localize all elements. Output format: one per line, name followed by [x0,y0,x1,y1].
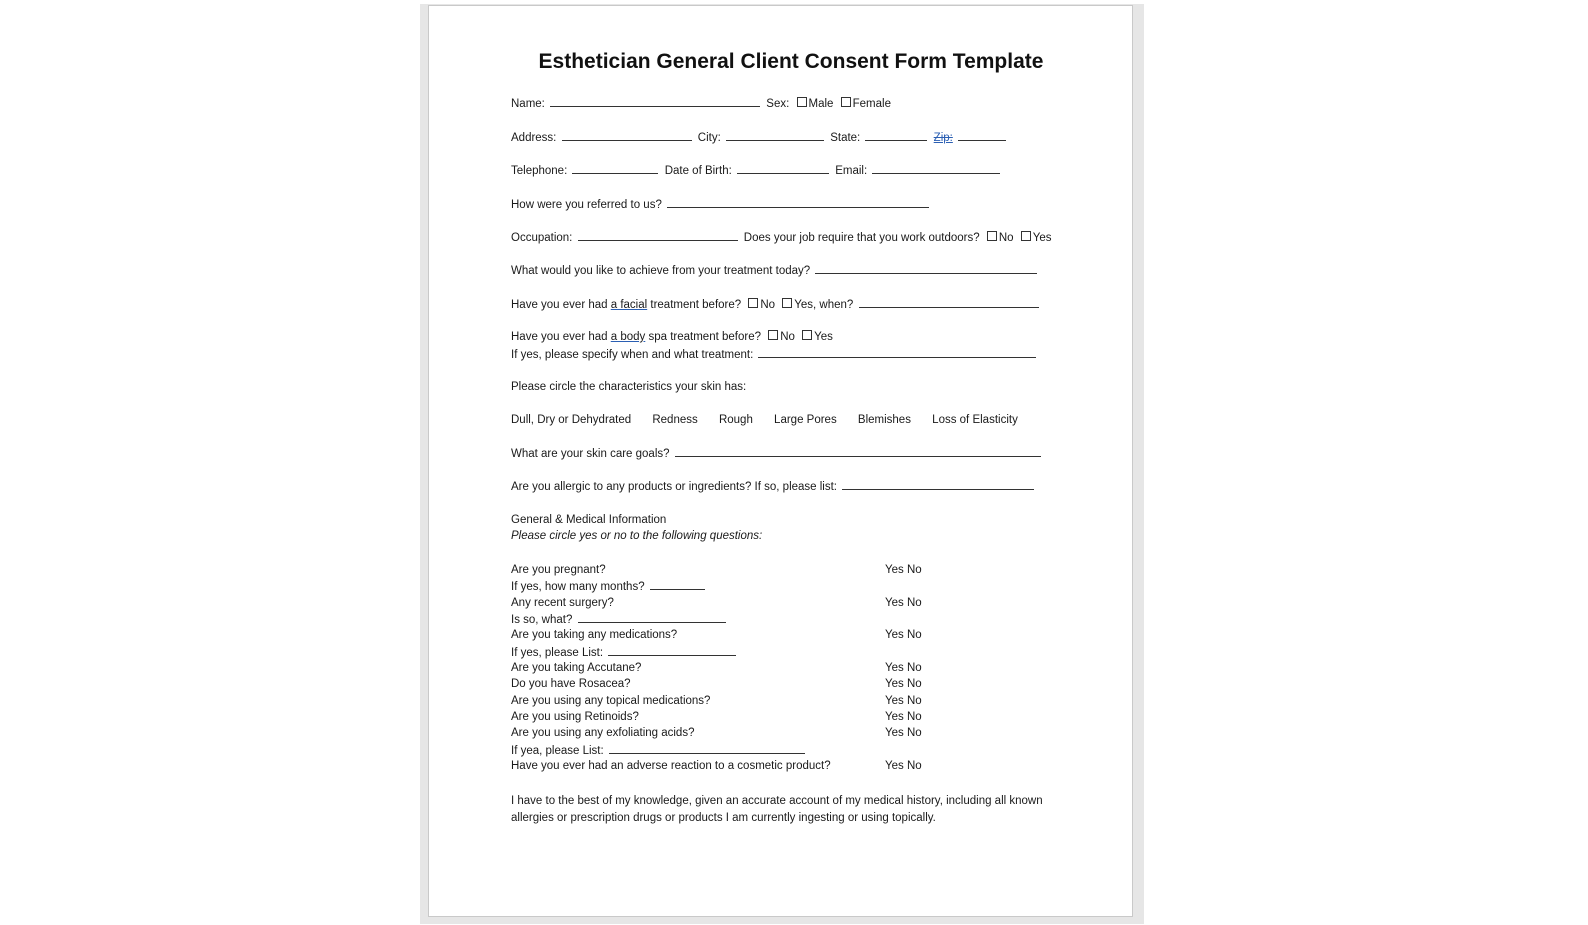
dob-field[interactable] [737,162,829,174]
male-checkbox[interactable] [797,97,807,107]
statement-line: I have to the best of my knowledge, given an accurate account of my medical history, including all known [511,795,1043,807]
sex-label: Sex: [766,98,790,110]
goals-field[interactable] [675,445,1041,457]
characteristic-item[interactable]: Large Pores [774,414,837,426]
yes-no-options[interactable]: Yes No [885,597,922,609]
yes-no-options[interactable]: Yes No [885,727,922,739]
characteristic-item[interactable]: Redness [652,414,698,426]
yes-no-options[interactable]: Yes No [885,760,922,772]
medical-question: Any recent surgery? [511,597,614,609]
facial-label-pre: Have you ever had [511,299,608,311]
city-label: City: [697,132,721,144]
body-label-post: spa treatment before? [648,331,761,343]
dob-label: Date of Birth: [664,165,732,177]
zip-field[interactable] [958,129,1006,141]
outdoors-label: Does your job require that you work outdoors? [743,232,980,244]
facial-yes-when-label: Yes, when? [794,299,854,311]
body-yes-label: Yes [814,331,833,343]
specify-field[interactable] [758,346,1036,358]
yes-no-options[interactable]: Yes No [885,678,922,690]
medical-question: Are you using any topical medications? [511,695,711,707]
characteristic-item[interactable]: Loss of Elasticity [932,414,1018,426]
address-row [511,129,1009,147]
circle-label: Please circle the characteristics your skin has: [511,381,747,393]
occupation-label: Occupation: [511,232,573,244]
male-label: Male [808,98,834,110]
female-label: Female [852,98,891,110]
months-field[interactable] [650,578,705,590]
body-no-label: No [780,331,795,343]
female-checkbox[interactable] [841,97,851,107]
characteristic-item[interactable]: Rough [718,414,753,426]
telephone-field[interactable] [572,162,658,174]
medical-question: Have you ever had an adverse reaction to a cosmetic product? [511,760,831,772]
name-row [511,95,891,113]
body-yes-checkbox[interactable] [802,330,812,340]
document-page [428,5,1133,917]
page-title: Esthetician General Client Consent Form Template [538,50,1044,73]
medications-field[interactable] [608,644,736,656]
name-field[interactable] [550,95,760,107]
referred-field[interactable] [667,196,929,208]
achieve-label: What would you like to achieve from your treatment today? [511,265,811,277]
medical-question: Are you taking Accutane? [511,662,642,674]
address-field[interactable] [562,129,692,141]
medical-question: Are you using Retinoids? [511,711,639,723]
occupation-row [511,229,1052,247]
medical-question [511,742,808,760]
body-label-pre: Have you ever had [511,331,608,343]
facial-yes-checkbox[interactable] [782,298,792,308]
yes-no-options[interactable]: Yes No [885,711,922,723]
zip-label: Zip: [933,132,953,144]
goals-label: What are your skin care goals? [511,448,670,460]
medical-question [511,644,739,662]
medical-question-label: If yea, please List: [511,745,604,757]
facial-row [511,296,1042,314]
facial-no-checkbox[interactable] [748,298,758,308]
medical-question: Are you pregnant? [511,564,606,576]
allergic-label: Are you allergic to any products or ingredients? If so, please list: [511,481,838,493]
achieve-row [511,262,1040,280]
facial-word: a facial [610,299,648,311]
outdoors-yes-checkbox[interactable] [1021,231,1031,241]
email-field[interactable] [872,162,1000,174]
name-label: Name: [511,98,545,110]
medical-instruction: Please circle yes or no to the following questions: [511,530,763,542]
occupation-field[interactable] [578,229,738,241]
yes-no-options[interactable]: Yes No [885,662,922,674]
referred-row [511,196,932,214]
facial-when-field[interactable] [859,296,1039,308]
outdoors-yes-label: Yes [1032,232,1052,244]
allergic-field[interactable] [842,478,1034,490]
specify-row [511,346,1039,364]
medical-question: Are you taking any medications? [511,629,678,641]
acids-field[interactable] [609,742,805,754]
achieve-field[interactable] [815,262,1037,274]
state-label: State: [830,132,861,144]
medical-heading: General & Medical Information [511,514,667,526]
surgery-field[interactable] [578,611,726,623]
characteristic-item[interactable]: Blemishes [857,414,911,426]
city-field[interactable] [726,129,824,141]
yes-no-options[interactable]: Yes No [885,629,922,641]
body-word: a body [610,331,646,343]
body-no-checkbox[interactable] [768,330,778,340]
medical-question [511,578,708,596]
medical-question-label: Is so, what? [511,614,573,626]
medical-question [511,611,729,629]
medical-question-label: If yes, how many months? [511,581,645,593]
outdoors-no-label: No [998,232,1014,244]
medical-question-label: If yes, please List: [511,647,604,659]
statement-line: allergies or prescription drugs or products I am currently ingesting or using topically. [511,812,936,824]
allergic-row [511,478,1037,496]
goals-row [511,445,1044,463]
telephone-row [511,162,1003,180]
address-label: Address: [511,132,557,144]
state-field[interactable] [865,129,927,141]
telephone-label: Telephone: [511,165,568,177]
referred-label: How were you referred to us? [511,199,662,211]
characteristics-row [511,412,1036,429]
facial-label-post: treatment before? [650,299,742,311]
yes-no-options[interactable]: Yes No [885,695,922,707]
medical-question: Are you using any exfoliating acids? [511,727,695,739]
characteristic-item[interactable]: Dull, Dry or Dehydrated [511,414,632,426]
email-label: Email: [835,165,868,177]
medical-question: Do you have Rosacea? [511,678,631,690]
specify-label: If yes, please specify when and what treatment: [511,349,754,361]
yes-no-options[interactable]: Yes No [885,564,922,576]
outdoors-no-checkbox[interactable] [987,231,997,241]
facial-no-label: No [760,299,776,311]
body-spa-row [511,329,833,346]
